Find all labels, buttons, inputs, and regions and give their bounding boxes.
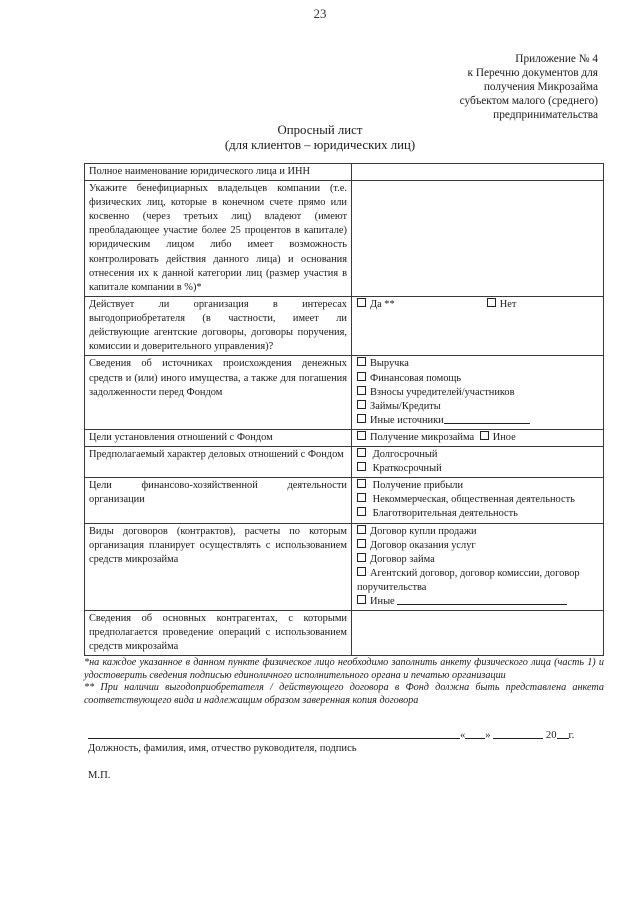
month-field[interactable] (493, 738, 543, 739)
option-item[interactable]: Иные источники (357, 414, 599, 428)
question-cell: Действует ли организация в интересах выгодоприобретателя (в частности, имеет ли действующие агентские договоры, договоры поручения, комиссии и доверительного управления)? (85, 297, 352, 356)
option-item[interactable]: Финансовая помощь (357, 372, 599, 386)
answer-options (352, 297, 604, 356)
day-field[interactable] (465, 738, 485, 739)
question-cell: Виды договоров (контрактов), расчеты по которым организация планирует осуществлять с использованием средств микрозайма (85, 523, 352, 611)
option-item[interactable]: Договор купли продажи (357, 525, 599, 539)
checkbox-icon[interactable] (480, 431, 489, 440)
answer-field[interactable] (352, 164, 604, 181)
footnotes (84, 657, 604, 707)
checkbox-icon[interactable] (357, 507, 366, 516)
question-cell: Предполагаемый характер деловых отношений с Фондом (85, 447, 352, 478)
answer-options (352, 356, 604, 429)
page-number: 23 (313, 6, 327, 21)
option-item[interactable]: Получение прибыли (357, 479, 599, 493)
checkbox-icon[interactable] (357, 400, 366, 409)
appendix-line: получения Микрозайма (483, 81, 598, 93)
checkbox-icon[interactable] (357, 372, 366, 381)
table-row (85, 297, 604, 356)
option-item[interactable]: Договор займа (357, 553, 599, 567)
option-item[interactable]: Долгосрочный (357, 448, 599, 462)
option-item[interactable]: Иное (480, 432, 516, 443)
title-sub: (для клиентов – юридических лиц) (224, 138, 416, 152)
fill-in-line[interactable] (444, 423, 530, 424)
table-row (85, 523, 604, 611)
question-cell: Цели финансово-хозяйственной деятельности организации (85, 478, 352, 523)
stamp-label: М.П. (88, 770, 111, 781)
question-cell: Укажите бенефициарных владельцев компании (т.е. физических лиц, которые в конечном счете прямо или косвенно (через третьих лиц) владеют (имеют преобладающее участие более 25 процентов в капитале) юридическим лицом либо имеет возможность контролировать действия данного лица) и основания отнесения их к данной категории лиц (размер участия в капитале компании в %)* (85, 181, 352, 297)
option-yes[interactable]: Да ** (357, 299, 395, 310)
question-cell: Цели установления отношений с Фондом (85, 429, 352, 446)
option-item[interactable]: Получение микрозайма (357, 432, 474, 443)
checkbox-icon[interactable] (357, 462, 366, 471)
checkbox-icon[interactable] (357, 539, 366, 548)
fill-in-line[interactable] (397, 604, 567, 605)
option-item[interactable]: Агентский договор, договор комиссии, договор поручительства (357, 567, 580, 593)
checkbox-icon[interactable] (357, 595, 366, 604)
appendix-line: субъектом малого (среднего) (459, 95, 598, 107)
option-item[interactable]: Некоммерческая, общественная деятельность (357, 493, 599, 507)
option-item[interactable]: Иные (357, 595, 599, 609)
question-cell: Полное наименование юридического лица и ИНН (85, 164, 352, 181)
table-row (85, 611, 604, 656)
table-row (85, 164, 604, 181)
table-row (85, 478, 604, 523)
questionnaire-table (84, 163, 604, 656)
title-main: Опросный лист (277, 123, 363, 137)
checkbox-icon[interactable] (357, 357, 366, 366)
appendix-header (358, 52, 598, 122)
answer-field[interactable] (352, 611, 604, 656)
checkbox-icon[interactable] (487, 298, 496, 307)
checkbox-icon[interactable] (357, 431, 366, 440)
option-item[interactable]: Займы/Кредиты (357, 400, 599, 414)
footnote-2: ** При наличии выгодоприобретателя / действующего договора в Фонд должна быть представлена анкета соответствующего вида и надлежащим образом заверенная копия договора (84, 682, 604, 706)
option-item[interactable]: Договор оказания услуг (357, 539, 599, 553)
signature-caption: Должность, фамилия, имя, отчество руководителя, подпись (88, 743, 357, 754)
checkbox-icon[interactable] (357, 414, 366, 423)
checkbox-icon[interactable] (357, 298, 366, 307)
appendix-line: Приложение № 4 (515, 53, 598, 65)
option-no[interactable]: Нет (487, 299, 517, 310)
answer-options (352, 523, 604, 611)
answer-options (352, 478, 604, 523)
table-row (85, 429, 604, 446)
answer-options (352, 429, 604, 446)
answer-field[interactable] (352, 181, 604, 297)
signature-field[interactable] (88, 738, 460, 739)
appendix-line: к Перечню документов для (467, 67, 598, 79)
checkbox-icon[interactable] (357, 567, 366, 576)
option-item[interactable]: Взносы учредителей/участников (357, 386, 599, 400)
question-cell: Сведения об основных контрагентах, с которыми предполагается проведение операций с использованием средств микрозайма (85, 611, 352, 656)
option-item[interactable]: Благотворительная деятельность (357, 507, 599, 521)
option-item[interactable]: Выручка (357, 357, 599, 371)
footnote-1: *на каждое указанное в данном пункте физическое лицо необходимо заполнить анкету физического лица (часть 1) и удостоверить сведения подписью единоличного исполнительного органа и печатью организации (84, 657, 604, 681)
year-field[interactable] (557, 738, 569, 739)
checkbox-icon[interactable] (357, 493, 366, 502)
table-row (85, 447, 604, 478)
checkbox-icon[interactable] (357, 553, 366, 562)
appendix-line: предпринимательства (493, 109, 598, 121)
checkbox-icon[interactable] (357, 479, 366, 488)
table-row (85, 181, 604, 297)
table-row (85, 356, 604, 429)
answer-options (352, 447, 604, 478)
document-title (0, 123, 640, 153)
checkbox-icon[interactable] (357, 448, 366, 457)
question-cell: Сведения об источниках происхождения денежных средств и (или) иного имущества, а также для погашения задолженности перед Фондом (85, 356, 352, 429)
signature-line: « » 20 г. (88, 730, 598, 741)
checkbox-icon[interactable] (357, 386, 366, 395)
checkbox-icon[interactable] (357, 525, 366, 534)
option-item[interactable]: Краткосрочный (357, 462, 599, 476)
